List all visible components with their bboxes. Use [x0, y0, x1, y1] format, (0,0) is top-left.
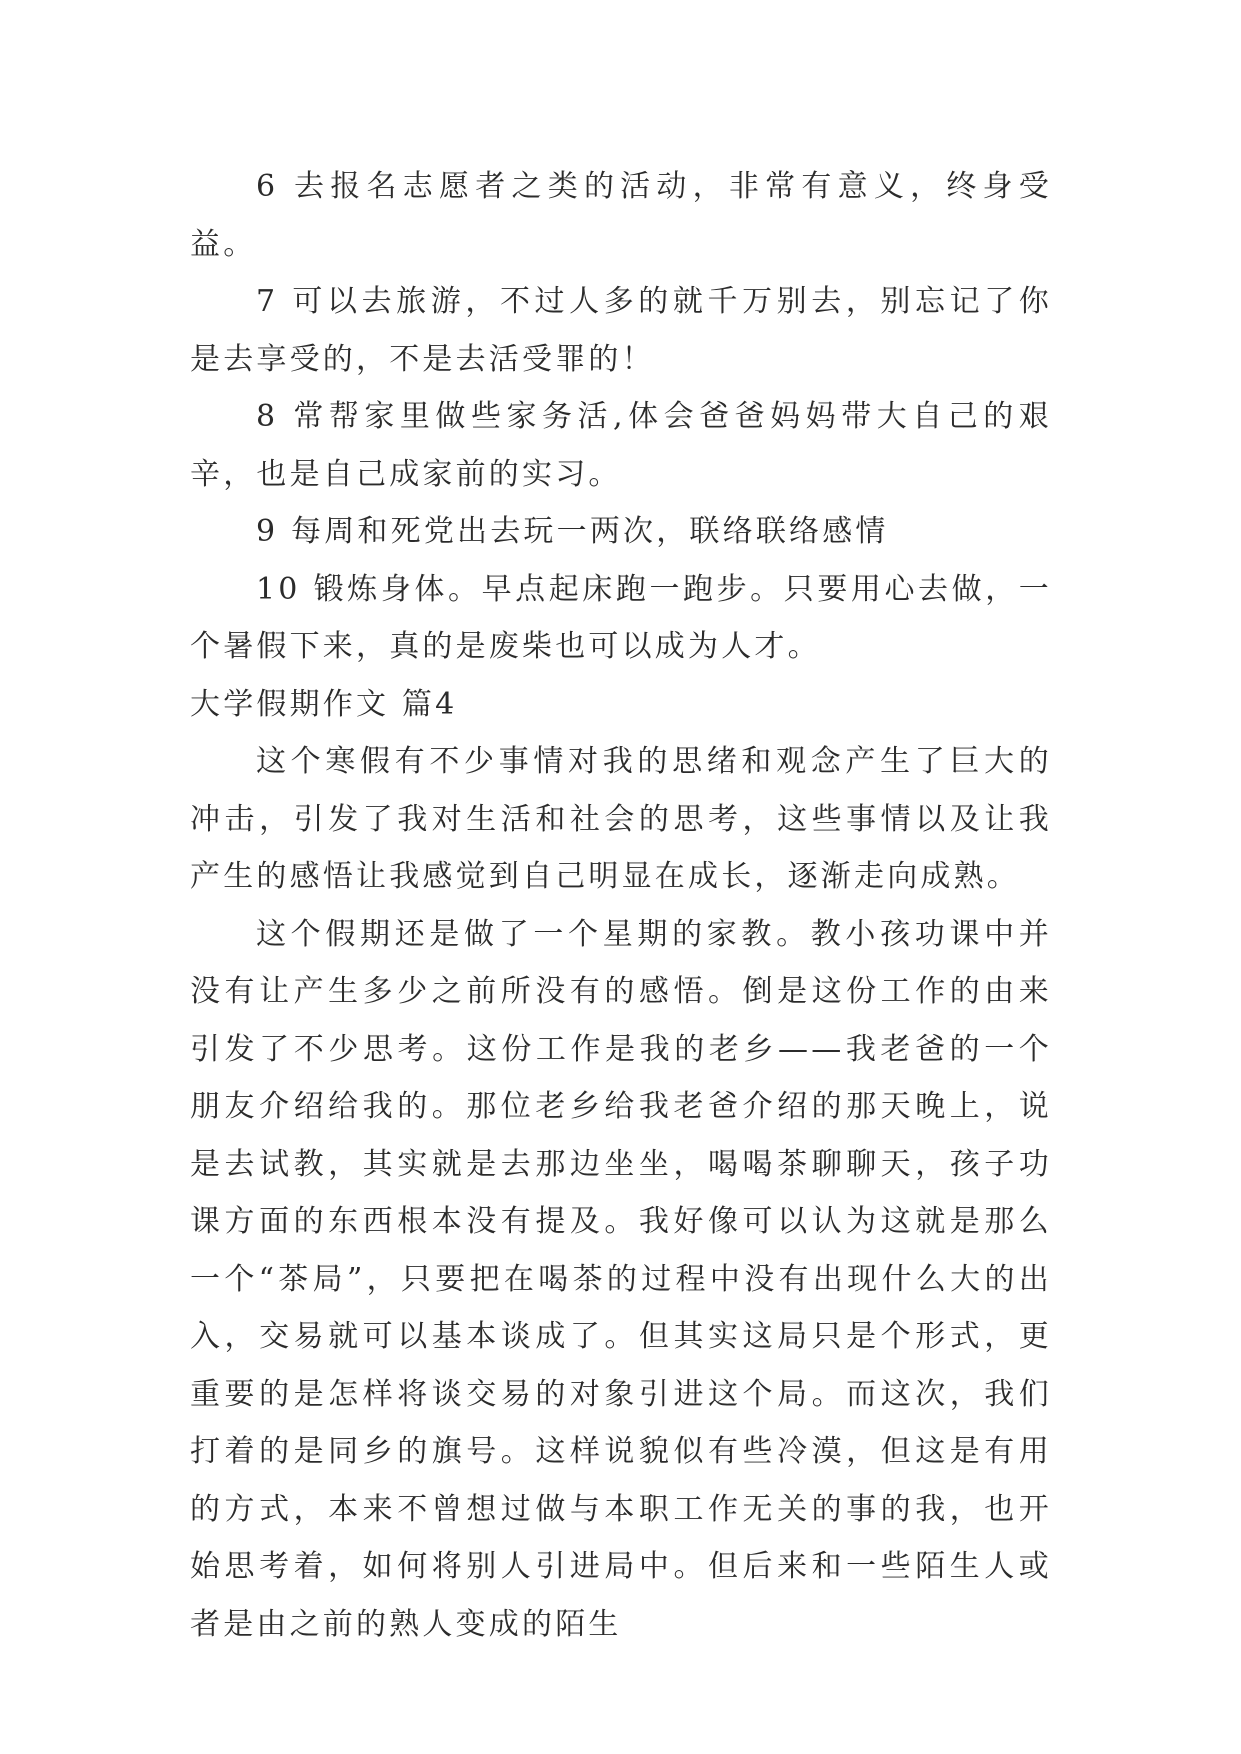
- section-title: 大学假期作文 篇4: [190, 686, 458, 722]
- list-item-6: 6 去报名志愿者之类的活动，非常有意义，终身受益。: [190, 169, 1052, 262]
- list-item-7: 7 可以去旅游，不过人多的就千万别去，别忘记了你是去享受的，不是去活受罪的！: [190, 284, 1052, 377]
- list-item-10: 10 锻炼身体。早点起床跑一跑步。只要用心去做，一个暑假下来，真的是废柴也可以成为人才。: [190, 571, 1052, 664]
- list-item-9: 9 每周和死党出去玩一两次，联络联络感情: [256, 514, 889, 549]
- paragraph-2: 这个假期还是做了一个星期的家教。教小孩功课中并没有让产生多少之前所没有的感悟。倒是这份工作的由来引发了不少思考。这份工作是我的老乡——我老爸的一个朋友介绍给我的。那位老乡给我老爸介绍的那天晚上，说是去试教，其实就是去那边坐坐，喝喝茶聊聊天，孩子功课方面的东西根本没有提及。我好像可以认为这就是那么一个“茶局”，只要把在喝茶的过程中没有出现什么大的出入，交易就可以基本谈成了。但其实这局只是个形式，更重要的是怎样将谈交易的对象引进这个局。而这次，我们打着的是同乡的旗号。这样说貌似有些冷漠，但这是有用的方式，本来不曾想过做与本职工作无关的事的我，也开始思考着，如何将别人引进局中。但后来和一些陌生人或者是由之前的熟人变成的陌生: [190, 916, 1052, 1642]
- list-item-8: 8 常帮家里做些家务活,体会爸爸妈妈带大自己的艰辛，也是自己成家前的实习。: [190, 399, 1052, 492]
- document-body: [190, 158, 1052, 1653]
- paragraph-1: 这个寒假有不少事情对我的思绪和观念产生了巨大的冲击，引发了我对生活和社会的思考，这些事情以及让我产生的感悟让我感觉到自己明显在成长，逐渐走向成熟。: [190, 744, 1052, 894]
